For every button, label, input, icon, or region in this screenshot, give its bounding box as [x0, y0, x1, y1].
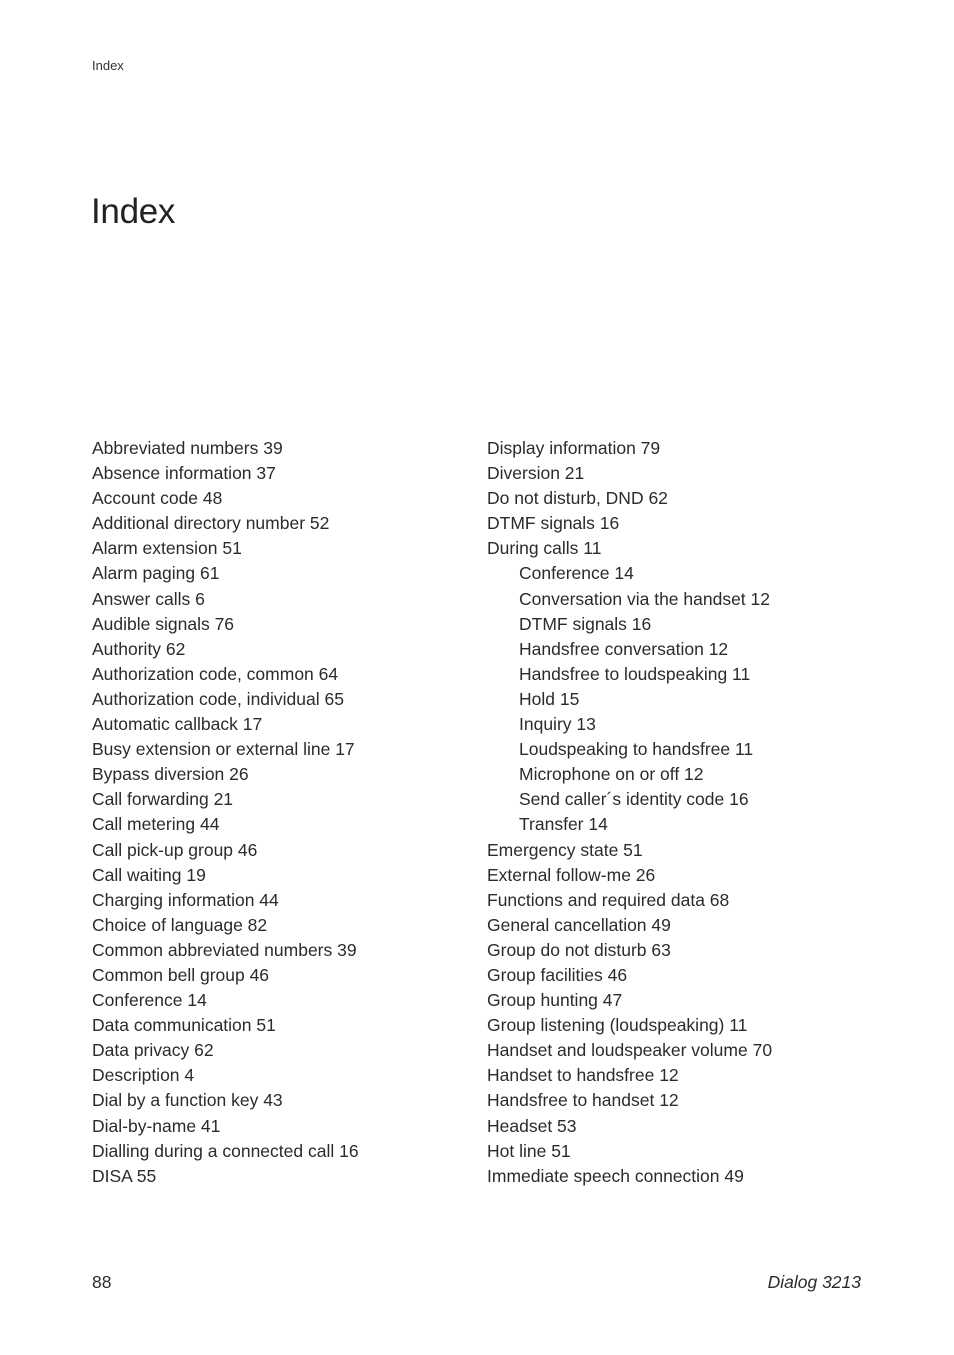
index-entry: Handset and loudspeaker volume 70 [487, 1040, 773, 1061]
index-subentry: Handsfree conversation 12 [519, 638, 729, 659]
index-entry: Functions and required data 68 [487, 889, 730, 910]
index-entry: Dialling during a connected call 16 [92, 1140, 359, 1161]
index-entry: Description 4 [92, 1065, 195, 1086]
index-entry: Authority 62 [92, 638, 186, 659]
index-entry: Data privacy 62 [92, 1040, 214, 1061]
index-entry: Authorization code, individual 65 [92, 688, 344, 709]
index-subentry: Inquiry 13 [519, 714, 596, 735]
index-subentry: Conversation via the handset 12 [519, 588, 770, 609]
index-entry: Authorization code, common 64 [92, 663, 339, 684]
index-entry: Audible signals 76 [92, 613, 235, 634]
index-entry: Handsfree to handset 12 [487, 1090, 679, 1111]
index-entry: Group listening (loudspeaking) 11 [487, 1015, 748, 1036]
page-number: 88 [92, 1272, 112, 1292]
index-entry: External follow-me 26 [487, 864, 656, 885]
index-entry: During calls 11 [487, 538, 602, 559]
page-title: Index [91, 192, 176, 231]
index-entry: Abbreviated numbers 39 [92, 438, 283, 458]
index-entry: DTMF signals 16 [487, 513, 620, 534]
index-entry: Immediate speech connection 49 [487, 1165, 744, 1186]
index-entry: General cancellation 49 [487, 914, 671, 935]
index-entry: Call forwarding 21 [92, 789, 234, 810]
index-subentry: Microphone on or off 12 [519, 764, 704, 785]
index-entry: Choice of language 82 [92, 914, 268, 935]
index-entry: Hot line 51 [487, 1140, 571, 1161]
index-subentry: Loudspeaking to handsfree 11 [519, 739, 754, 760]
index-entry: Account code 48 [92, 488, 223, 509]
index-subentry: Handsfree to loudspeaking 11 [519, 663, 751, 684]
index-entry: Emergency state 51 [487, 839, 643, 860]
index-subentry: Transfer 14 [519, 814, 608, 835]
index-entry: Call pick-up group 46 [92, 839, 258, 860]
index-entry: Dial-by-name 41 [92, 1115, 221, 1136]
index-entry: Common abbreviated numbers 39 [92, 939, 357, 960]
index-column-left [92, 436, 359, 1189]
index-entry: Common bell group 46 [92, 964, 270, 985]
index-entry: Group facilities 46 [487, 964, 628, 985]
running-header: Index [92, 58, 124, 73]
index-entry: Automatic callback 17 [92, 714, 263, 735]
index-entry: Alarm extension 51 [92, 538, 242, 559]
index-entry: Data communication 51 [92, 1015, 276, 1036]
index-entry: Handset to handsfree 12 [487, 1065, 679, 1086]
index-entry: Display information 79 [487, 438, 661, 458]
product-name: Dialog 3213 [767, 1272, 861, 1292]
index-entry: Call metering 44 [92, 814, 220, 835]
index-entry: Charging information 44 [92, 889, 279, 910]
index-entry: Alarm paging 61 [92, 563, 220, 584]
index-entry: Headset 53 [487, 1115, 577, 1136]
index-entry: Do not disturb, DND 62 [487, 488, 668, 509]
index-subentry: Send caller´s identity code 16 [519, 789, 749, 810]
index-entry: Dial by a function key 43 [92, 1090, 283, 1111]
index-entry: Group hunting 47 [487, 990, 623, 1011]
index-subentry: Hold 15 [519, 688, 580, 709]
index-entry: Answer calls 6 [92, 588, 205, 609]
index-entry: Diversion 21 [487, 463, 585, 484]
index-entry: Group do not disturb 63 [487, 939, 671, 960]
index-entry: Busy extension or external line 17 [92, 739, 355, 760]
index-entry: Bypass diversion 26 [92, 764, 249, 785]
index-entry: Additional directory number 52 [92, 513, 330, 534]
index-entry: Conference 14 [92, 990, 207, 1011]
index-entry: Call waiting 19 [92, 864, 206, 885]
index-entry: DISA 55 [92, 1165, 157, 1186]
index-subentry: DTMF signals 16 [519, 613, 652, 634]
index-subentry: Conference 14 [519, 563, 634, 584]
index-column-right [487, 436, 772, 1189]
index-entry: Absence information 37 [92, 463, 276, 484]
